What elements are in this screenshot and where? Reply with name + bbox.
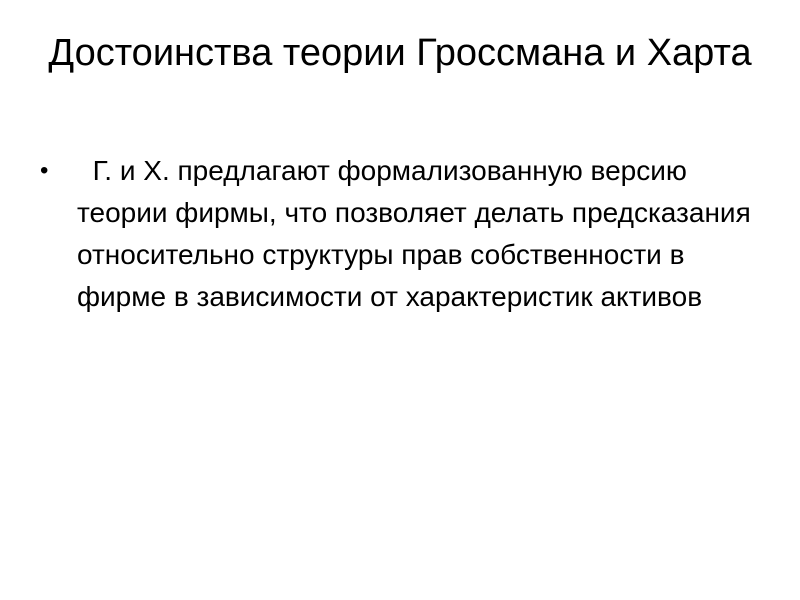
- bullet-icon: •: [40, 157, 49, 184]
- bullet-text: Г. и Х. предлагают формализованную версию теории фирмы, что позволяет делать предсказания относительно структуры прав собственности в фирме в зависимости от характеристик активов: [77, 155, 759, 312]
- bullet-list: [40, 150, 760, 318]
- slide-title: Достоинства теории Гроссмана и Харта: [48, 32, 752, 74]
- bullet-item: [40, 150, 760, 318]
